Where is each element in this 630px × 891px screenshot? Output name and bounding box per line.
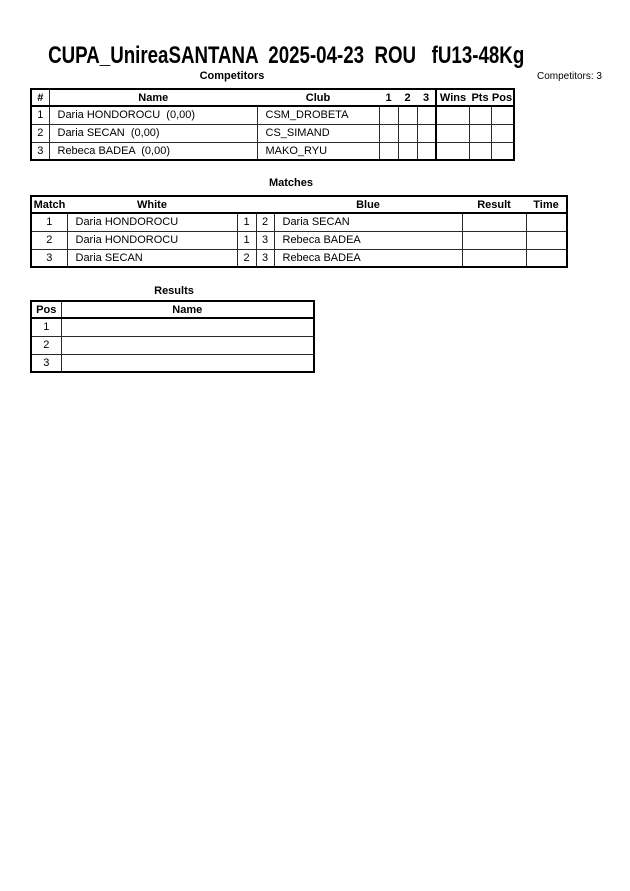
match-blue-cell: Rebeca BADEA bbox=[274, 231, 462, 249]
competitors-col-2: 2 bbox=[398, 89, 417, 106]
results-heading: Results bbox=[154, 285, 194, 297]
competitors-col-pts: Pts bbox=[469, 89, 491, 106]
competitor-match2-cell bbox=[398, 106, 417, 124]
match-result-cell bbox=[462, 249, 526, 267]
matches-col-blue: Blue bbox=[274, 196, 462, 213]
competitors-col-wins: Wins bbox=[436, 89, 469, 106]
competitor-match2-cell bbox=[398, 142, 417, 160]
match-num-cell: 1 bbox=[31, 213, 67, 231]
competitor-club-cell: CSM_DROBETA bbox=[257, 106, 379, 124]
competitor-match2-cell bbox=[398, 124, 417, 142]
match-row bbox=[31, 249, 567, 267]
competitor-match1-cell bbox=[379, 142, 398, 160]
competitor-match3-cell bbox=[417, 124, 436, 142]
match-blue-no-cell: 2 bbox=[256, 213, 274, 231]
competitor-row bbox=[31, 106, 514, 124]
match-blue-no-cell: 3 bbox=[256, 249, 274, 267]
matches-heading: Matches bbox=[268, 177, 314, 189]
matches-header-row bbox=[31, 196, 567, 213]
match-white-no-cell: 2 bbox=[237, 249, 256, 267]
results-col-pos: Pos bbox=[31, 301, 61, 318]
competitor-row bbox=[31, 142, 514, 160]
results-col-name: Name bbox=[61, 301, 314, 318]
competitors-col-1: 1 bbox=[379, 89, 398, 106]
results-header-row bbox=[31, 301, 314, 318]
competitor-name-cell: Rebeca BADEA (0,00) bbox=[49, 142, 257, 160]
competitor-pts-cell bbox=[469, 142, 491, 160]
competitors-header-row bbox=[31, 89, 514, 106]
match-white-cell: Daria HONDOROCU bbox=[67, 231, 237, 249]
result-pos-cell: 3 bbox=[31, 354, 61, 372]
competitor-pts-cell bbox=[469, 124, 491, 142]
match-row bbox=[31, 231, 567, 249]
match-white-cell: Daria HONDOROCU bbox=[67, 213, 237, 231]
matches-col-blueno bbox=[256, 196, 274, 213]
result-name-cell bbox=[61, 336, 314, 354]
competitor-club-cell: MAKO_RYU bbox=[257, 142, 379, 160]
match-num-cell: 2 bbox=[31, 231, 67, 249]
competitor-num-cell: 1 bbox=[31, 106, 49, 124]
competitors-col-club: Club bbox=[257, 89, 379, 106]
competitor-match1-cell bbox=[379, 124, 398, 142]
competitor-wins-cell bbox=[436, 142, 469, 160]
match-time-cell bbox=[526, 213, 567, 231]
competitors-col-3: 3 bbox=[417, 89, 436, 106]
competitor-name-cell: Daria SECAN (0,00) bbox=[49, 124, 257, 142]
competitor-club-cell: CS_SIMAND bbox=[257, 124, 379, 142]
match-num-cell: 3 bbox=[31, 249, 67, 267]
competitor-match3-cell bbox=[417, 106, 436, 124]
competitors-count-label: Competitors: 3 bbox=[536, 71, 602, 82]
competitor-pos-cell bbox=[491, 142, 514, 160]
page-title-wrap bbox=[0, 42, 573, 70]
matches-col-time: Time bbox=[526, 196, 567, 213]
result-name-cell bbox=[61, 354, 314, 372]
competitor-match3-cell bbox=[417, 142, 436, 160]
match-white-no-cell: 1 bbox=[237, 213, 256, 231]
match-blue-no-cell: 3 bbox=[256, 231, 274, 249]
matches-col-match: Match bbox=[31, 196, 67, 213]
result-row bbox=[31, 336, 314, 354]
competitor-match1-cell bbox=[379, 106, 398, 124]
result-name-cell bbox=[61, 318, 314, 336]
competitors-heading: Competitors bbox=[199, 70, 265, 82]
matches-col-whiteno bbox=[237, 196, 256, 213]
competitor-pts-cell bbox=[469, 106, 491, 124]
match-result-cell bbox=[462, 213, 526, 231]
competitors-col-num: # bbox=[31, 89, 49, 106]
match-blue-cell: Rebeca BADEA bbox=[274, 249, 462, 267]
result-row bbox=[31, 318, 314, 336]
match-blue-cell: Daria SECAN bbox=[274, 213, 462, 231]
matches-table bbox=[30, 195, 568, 268]
competitor-num-cell: 3 bbox=[31, 142, 49, 160]
competitors-col-name: Name bbox=[49, 89, 257, 106]
match-row bbox=[31, 213, 567, 231]
results-table bbox=[30, 300, 315, 373]
match-time-cell bbox=[526, 249, 567, 267]
matches-col-result: Result bbox=[462, 196, 526, 213]
competitors-col-pos: Pos bbox=[491, 89, 514, 106]
match-time-cell bbox=[526, 231, 567, 249]
competitor-wins-cell bbox=[436, 124, 469, 142]
competitor-pos-cell bbox=[491, 106, 514, 124]
competitor-pos-cell bbox=[491, 124, 514, 142]
result-pos-cell: 1 bbox=[31, 318, 61, 336]
page-title: CUPA_UnireaSANTANA 2025-04-23 ROU fU13-48Kg bbox=[48, 42, 525, 69]
result-pos-cell: 2 bbox=[31, 336, 61, 354]
match-white-cell: Daria SECAN bbox=[67, 249, 237, 267]
result-row bbox=[31, 354, 314, 372]
matches-col-white: White bbox=[67, 196, 237, 213]
competitor-row bbox=[31, 124, 514, 142]
competitor-wins-cell bbox=[436, 106, 469, 124]
competitor-num-cell: 2 bbox=[31, 124, 49, 142]
match-result-cell bbox=[462, 231, 526, 249]
competitor-name-cell: Daria HONDOROCU (0,00) bbox=[49, 106, 257, 124]
competitors-table bbox=[30, 88, 515, 161]
match-white-no-cell: 1 bbox=[237, 231, 256, 249]
